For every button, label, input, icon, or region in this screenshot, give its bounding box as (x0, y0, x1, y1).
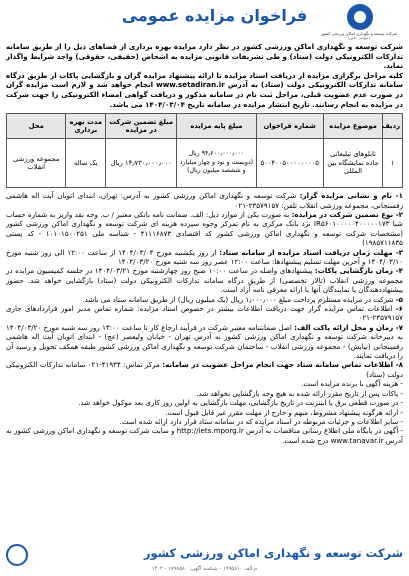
list-item: - ارائه هرگونه پیشنهاد مشروط، مبهم و خارج از مهلت مقرر غیر قابل قبول است. (165, 407, 403, 417)
cell-duration: یک ساله (66, 139, 106, 188)
list-item: ۵- شرکت در مزایده مستلزم پرداخت مبلغ ۱٫۰۰۰٫۰۰۰ ریال (یک میلیون ریال) از طریق سامانه ستاد می باشد. (82, 294, 403, 304)
col-header-duration: مدت بهره برداری (66, 114, 106, 139)
intro-paragraph: کلیه مراحل برگزاری مزایده از دریافت اسناد مزایده تا ارائه پیشنهاد مزایده گران و بازگشایی پاکات از طریق درگاه سامانه تدارکات الکترونیکی دولت (ستاد) به آدرس www.setadiran.ir انجام خواهد شد و لازم است مزایده گران در صورت عدم عضویت قبلی، مراحل ثبت نام در سامانه مذکور و دریافت گواهی امضاء الکترونیکی را جهت شرکت در مزایده به انجام رسانند. تاریخ انتشار مزایده در سامانه تاریخ ۱۴۰۴/۰۳/۰۴ می باشد. (6, 70, 403, 109)
logo-caption: شرکت توسعه و نگهداری اماکن ورزشی کشور (320, 31, 398, 36)
cell-row: ۱ (383, 139, 403, 188)
col-header-base-price: مبلغ پایه مزایده (177, 114, 256, 139)
footer-company-name: شرکت توسعه و نگهداری اماکن ورزشی کشور (143, 546, 403, 560)
col-header-subject: موضوع مزایده (323, 114, 382, 139)
footer-meta: م الف ۱۹۹۵۸۱۰ - شناسه آگهی: ۱۷۹۸۵۸۰ - ۱۴۰۴ (151, 566, 258, 572)
col-header-guarantee: مبلغ تضمین شرکت در مزایده (106, 114, 177, 139)
auction-table (6, 113, 403, 188)
list-item: - سایر اطلاعات و جزئیات مربوطه در اسناد مزایده که در سامانه ستاد قرار دارد ارائه شده است. (119, 416, 403, 426)
list-item: ۴- زمان بازگشایی پاکات: پیشنهادهای واصله در ساعت ۱۰:۰۰ صبح روز چهارشنبه مورخ ۱۴۰۴/۰۳/۲۱ در جلسه کمیسیون مزایده در مجموعه ورزشی انقلاب (تالار تخصصی) از طریق درگاه سامانه تدارکات الکترونیکی دولت (ستاد) بازگشایی خواهد شد. حضور پیشنهاددهندگان یا نمایندگان آنها با ارائه معرفی نامه آزاد است. (6, 266, 403, 295)
list-item: - پاکات پس از تاریخ مقرر ارائه شده به هیچ وجه بازگشایی نخواهد شد. (196, 388, 403, 398)
intro-paragraph: شرکت توسعه و نگهداری اماکن ورزشی کشور در نظر دارد مزایده بهره برداری از فضاهای ذیل را از طریق سامانه تدارکات الکترونیکی دولت (ستاد) و طی تشریفات قانونی مزایده به اشخاص (حقیقی، حقوقی) واجد شرایط واگذار نماید. (6, 42, 403, 71)
list-item: ۲- نوع تضمین شرکت در مزایده: به صورت یکی از موارد ذیل: الف. ضمانت نامه بانکی معتبر / ب. وجه نقد واریز به شماره حساب شبا IR۵۶۰۱۰۰۰۰۰۴۰۰۰۰۰۱۷۳ نزد بانک مرکزی به نام تمرکز وجوه سپرده هزینه ای شرکت توسعه و نگهداری اماکن ورزشی کشور (مشخصات شرکت توسعه و نگهداری اماکن ورزشی کشور کد اقتصادی ۴۱۱۱۶۸۷۳ - شناسه ملی ۱۰۱۰۱۵۰۰۲۵۱ - کد پستی ۱۹۸۵۷۱۱۸۳۵) (6, 209, 403, 248)
cell-location: مجموعه ورزشی انقلاب (7, 139, 66, 188)
logo-subcaption: (سهامی خاص) (348, 36, 370, 40)
list-item: - در صورت قطعی برق یا اینترنت در تاریخ بازگشایی، مهلت بازگشایی به اولین روز کاری بعد موکول خواهد شد. (78, 398, 403, 408)
conditions-list (6, 191, 403, 445)
list-item: ۸- اطلاعات تماس سامانه ستاد جهت انجام مراحل عضویت در سامانه: مرکز تماس: ۴۱۹۳۴-۰۲۱ سامانه تدارکات الکترونیکی دولت (ستاد) (6, 360, 403, 379)
cell-guarantee: ۱۴٫۷۳۰٫۰۰۰٫۰۰۰ ریال (106, 139, 177, 188)
col-header-call-number: شماره فراخوان (256, 114, 323, 139)
list-item: ۳- مهلت زمان دریافت اسناد مزایده از سامانه ستاد: از روز یکشنبه مورخ ۱۴۰۴/۰۳/۰۴ از ساعت ۱۲:۰۰ الی روز شنبه مورخ ۱۴۰۴/۰۳/۱۰ و آخرین مهلت تسلیم پیشنهادها: ساعت ۱۲:۰۰ عصر روز سه شنبه مورخ ۱۴۰۴/۰۳/۲۰ (6, 247, 404, 266)
footer-logo-icon (6, 544, 28, 566)
list-item: ۷- زمان و محل ارائه پاکت الف: اصل ضمانتنامه معتبر شرکت در فرآیند ارجاع کار تا ساعت ۱۳:۰۰ روز سه شنبه مورخ ۱۴۰۴/۰۳/۲۰ به دبیرخانه شرکت توسعه و نگهداری اماکن ورزشی کشور به آدرس تهران - خیابان ولیعصر (عج) - ابتدای اتوبان آیت اله هاشمی رفسنجانی (نیایش) - مجموعه ورزشی انقلاب - ساختمان شرکت توسعه و نگهداری اماکن ورزشی کشور طبقه همکف تحویل و رسید آن را دریافت نمایند. (6, 322, 404, 361)
col-header-location: محل (7, 114, 66, 139)
table-row (7, 139, 403, 188)
col-header-row: ردیف (383, 114, 403, 139)
list-item: - هزینه آگهی با برنده مزایده است. (301, 379, 403, 389)
intro-text (6, 42, 403, 109)
cell-base-price: ۹۴٫۶۰۰٫۰۰۰٫۰۰۰ ریال (دویست و نود و چهار میلیارد و ششصد میلیون ریال) (177, 139, 256, 188)
header (6, 4, 403, 40)
footer (6, 544, 403, 572)
cell-call-number: ۵۰۰۴۰۰۵۰۰۰۰۰۰۰۰۵ (256, 139, 323, 188)
company-logo (315, 4, 403, 40)
list-item: - آگهی در پایگاه ملی اطلاع رسانی مناقصات به آدرس http://iets.mporg.ir و سایت شرکت توسعه و نگهداری اماکن ورزشی کشور به آدرس www.tanavar.ir درج شده است. (6, 426, 403, 445)
table-header-row (7, 114, 403, 139)
list-item: ۶- اطلاعات تماس مزایده گزار جهت دریافت اطلاعات بیشتر در خصوص اسناد مزایده: شماره تماس مدیر امور قراردادهای جاری ۲۳۵۷۹۱۵۷-۰۲۱ (6, 304, 403, 323)
cell-subject: تابلوهای تبلیغاتی جاده نمایشگاه بین المللی (323, 139, 382, 188)
logo-emblem-icon (347, 4, 373, 30)
list-item: ۱- نام و نشانی مزایده گزار: شرکت توسعه و نگهداری اماکن ورزشی کشور به آدرس: تهران، ابتدای اتوبان آیت اله هاشمی رفسنجانی، مجموعه ورزشی انقلاب تلفن: ۲۳۵۷۹۱۵۷-۰۲۱ (6, 191, 403, 210)
page-title: فراخوان مزایده عمومی (121, 6, 308, 25)
